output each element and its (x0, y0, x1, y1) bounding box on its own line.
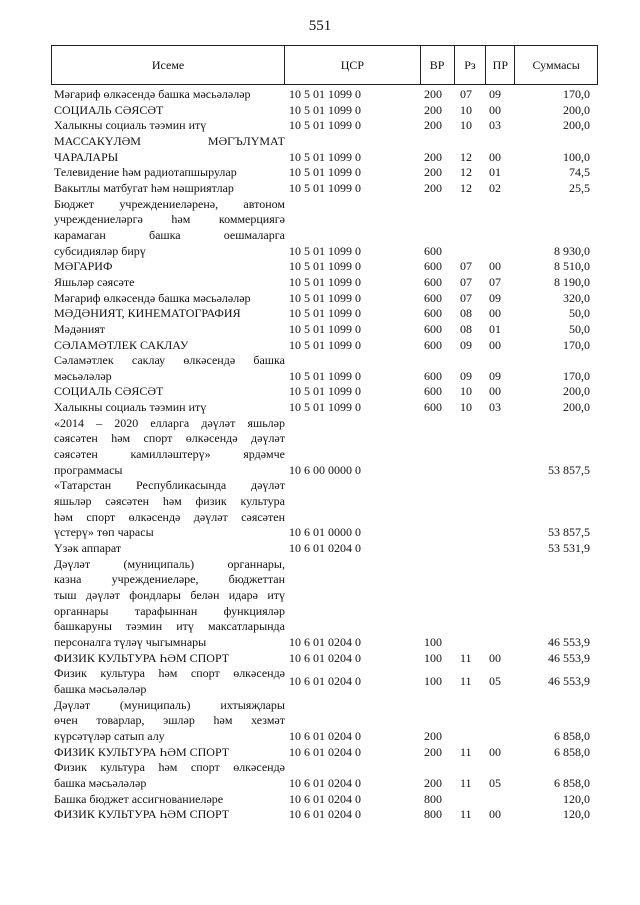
row-sum: 53 531,9 (548, 541, 590, 556)
row-name-line: учреждениеләргә һәм коммерциягә (54, 212, 285, 227)
row-pr: 05 (489, 775, 501, 790)
row-name (51, 338, 285, 354)
row-name (51, 275, 285, 291)
row-csr: 10 6 01 0204 0 (289, 728, 361, 743)
row-name-line: башкаруны тәэмин итү максатларында (54, 619, 285, 634)
table-row (51, 291, 598, 307)
row-rz: 11 (460, 744, 472, 759)
row-vr: 600 (424, 400, 442, 415)
row-name-line: Мәгариф өлкәсендә башка мәсьәләләр (54, 87, 251, 101)
row-sum: 200,0 (563, 118, 590, 133)
row-vr (421, 463, 455, 479)
header-rz: Рз (455, 46, 487, 84)
row-pr (487, 792, 516, 808)
row-rz (455, 792, 487, 808)
row-vr: 800 (424, 791, 442, 806)
row-name-line: һәм спорт өлкәсендә дәүләт сәясәтен (54, 509, 285, 524)
table-row (51, 792, 598, 808)
row-name (51, 807, 285, 823)
row-name (51, 118, 285, 134)
table-row (51, 416, 598, 479)
row-sum: 50,0 (569, 306, 590, 321)
row-pr: 01 (489, 321, 501, 336)
row-sum: 46 553,9 (548, 650, 590, 665)
row-name-line: Физик культура һәм спорт өлкәсендә (54, 666, 285, 681)
row-name-line: казна учреждениеләре, бюджеттан (54, 572, 285, 587)
table-row (51, 275, 598, 291)
header-vr: ВР (421, 46, 455, 84)
row-name-line: персоналга түләү чыгымнары (54, 634, 207, 649)
row-rz: 07 (460, 274, 472, 289)
row-pr (487, 541, 516, 557)
row-csr: 10 6 01 0204 0 (289, 807, 361, 822)
row-rz: 11 (460, 674, 472, 689)
row-rz: 11 (460, 775, 472, 790)
row-name (51, 291, 285, 307)
row-sum: 6 858,0 (554, 744, 590, 759)
row-vr (421, 541, 455, 557)
table-row (51, 807, 598, 823)
row-csr: 10 5 01 1099 0 (289, 337, 361, 352)
row-csr: 10 5 01 1099 0 (289, 87, 361, 101)
row-name-line: башка мәсьәләләр (54, 775, 147, 790)
table-row (51, 666, 598, 697)
row-vr: 200 (424, 102, 442, 117)
row-rz (455, 463, 487, 479)
row-csr: 10 6 00 0000 0 (289, 462, 361, 477)
row-name-line: ЧАРАЛАРЫ (54, 149, 119, 164)
row-csr: 10 5 01 1099 0 (289, 400, 361, 415)
row-name-line: үстерү» төп чарасы (54, 525, 154, 540)
row-pr: 00 (489, 384, 501, 399)
row-rz: 12 (460, 149, 472, 164)
row-pr: 03 (489, 118, 501, 133)
table-row (51, 760, 598, 791)
table-row (51, 745, 598, 761)
row-name (51, 698, 285, 745)
row-name-line: субсидияләр бирү (54, 243, 146, 258)
row-pr: 00 (489, 337, 501, 352)
row-pr: 09 (489, 87, 501, 101)
row-name-line: Сәламәтлек саклау өлкәсендә башка (54, 353, 285, 368)
row-csr: 10 5 01 1099 0 (289, 165, 361, 180)
row-csr: 10 5 01 1099 0 (289, 384, 361, 399)
row-pr (487, 729, 516, 745)
row-name-line: Башка бюджет ассигнованиеләре (54, 791, 224, 806)
row-name-line: МӘДӘНИЯТ, КИНЕМАТОГРАФИЯ (54, 306, 241, 321)
row-name (51, 165, 285, 181)
row-csr: 10 6 01 0204 0 (289, 674, 361, 689)
row-csr: 10 5 01 1099 0 (289, 290, 361, 305)
table-row (51, 557, 598, 651)
row-rz: 11 (460, 650, 472, 665)
row-name-line: яшьләр сәясәтен һәм физик культура (54, 494, 285, 509)
row-name-line: Бюджет учреждениеләренә, автоном (54, 196, 285, 211)
row-sum: 200,0 (563, 400, 590, 415)
table-row (51, 87, 598, 103)
row-sum: 8 510,0 (554, 259, 590, 274)
row-vr: 600 (424, 274, 442, 289)
row-sum: 120,0 (563, 807, 590, 822)
row-pr (487, 635, 516, 651)
row-csr: 10 6 01 0204 0 (289, 634, 361, 649)
row-name-line: Вакытлы матбугат һәм нәшриятлар (54, 180, 234, 195)
row-name (51, 666, 285, 697)
row-pr: 05 (489, 674, 501, 689)
row-name (51, 416, 285, 479)
row-name-line: СӘЛАМӘТЛЕК САКЛАУ (54, 337, 189, 352)
row-name-line: тыш дәүләт фондлары белән идарә итү (54, 588, 285, 602)
row-csr: 10 6 01 0204 0 (289, 791, 361, 806)
row-rz: 10 (460, 102, 472, 117)
row-name (51, 134, 285, 165)
row-csr: 10 5 01 1099 0 (289, 149, 361, 164)
header-name: Исеме (52, 46, 285, 84)
row-rz (455, 244, 487, 260)
row-vr: 600 (424, 290, 442, 305)
row-name (51, 103, 285, 119)
row-name-line: ФИЗИК КУЛЬТУРА ҺӘМ СПОРТ (54, 807, 230, 822)
row-rz: 12 (460, 165, 472, 180)
row-vr: 200 (424, 87, 442, 101)
row-name (51, 353, 285, 384)
row-csr: 10 6 01 0204 0 (289, 650, 361, 665)
row-name-line: карамаган башка оешмаларга (54, 227, 285, 242)
table-row (51, 541, 598, 557)
row-pr: 00 (489, 650, 501, 665)
row-sum: 6 858,0 (554, 775, 590, 790)
row-vr: 800 (424, 807, 442, 822)
table-row (51, 134, 598, 165)
row-name-line: МӘГАРИФ (54, 259, 113, 274)
row-sum: 100,0 (563, 149, 590, 164)
row-rz: 07 (460, 87, 472, 101)
row-pr: 00 (489, 744, 501, 759)
row-rz (455, 541, 487, 557)
row-pr: 02 (489, 180, 501, 195)
row-name (51, 306, 285, 322)
row-csr: 10 5 01 1099 0 (289, 274, 361, 289)
row-name-line: Халыкны социаль тәэмин итү (54, 118, 207, 133)
row-sum: 170,0 (563, 87, 590, 101)
row-rz: 10 (460, 384, 472, 399)
row-csr: 10 5 01 1099 0 (289, 321, 361, 336)
row-name-line: «2014 – 2020 елларга дәүләт яшьләр (54, 415, 285, 430)
row-name-line: Физик культура һәм спорт өлкәсендә (54, 760, 285, 775)
row-vr: 600 (424, 259, 442, 274)
row-sum: 8 190,0 (554, 274, 590, 289)
table-row (51, 384, 598, 400)
row-pr: 00 (489, 306, 501, 321)
row-name-line: өчен товарлар, эшләр һәм хезмәт (54, 713, 285, 728)
row-vr: 200 (424, 728, 442, 743)
row-pr: 00 (489, 259, 501, 274)
table-row (51, 118, 598, 134)
row-csr: 10 5 01 1099 0 (289, 102, 361, 117)
row-vr: 100 (424, 674, 442, 689)
row-vr: 100 (424, 650, 442, 665)
row-name-line: СОЦИАЛЬ СӘЯСӘТ (54, 102, 164, 117)
table-row (51, 103, 598, 119)
table-row (51, 181, 598, 197)
row-sum: 53 857,5 (548, 525, 590, 540)
row-rz: 09 (460, 368, 472, 383)
row-name-line: Дәүләт (муниципаль) органнары, (54, 556, 285, 571)
row-sum: 74,5 (569, 165, 590, 180)
row-rz: 08 (460, 306, 472, 321)
row-name-line: СОЦИАЛЬ СӘЯСӘТ (54, 384, 164, 399)
row-sum: 6 858,0 (554, 728, 590, 743)
row-csr: 10 5 01 1099 0 (289, 180, 361, 195)
budget-table (51, 45, 598, 823)
table-row (51, 165, 598, 181)
row-csr: 10 6 01 0204 0 (289, 775, 361, 790)
row-name (51, 384, 285, 400)
row-sum: 46 553,9 (548, 674, 590, 689)
row-rz: 09 (460, 337, 472, 352)
table-body (51, 87, 598, 823)
row-name-line: Халыкны социаль тәэмин итү (54, 400, 207, 415)
row-csr: 10 5 01 1099 0 (289, 118, 361, 133)
row-vr: 200 (424, 149, 442, 164)
table-row (51, 651, 598, 667)
row-vr: 200 (424, 775, 442, 790)
row-vr: 600 (424, 337, 442, 352)
row-name (51, 87, 285, 103)
row-name-line: күрсәтүләр сатып алу (54, 728, 165, 743)
row-rz: 10 (460, 118, 472, 133)
row-rz: 10 (460, 400, 472, 415)
row-pr: 09 (489, 290, 501, 305)
table-row (51, 353, 598, 384)
row-name (51, 181, 285, 197)
row-pr: 00 (489, 807, 501, 822)
row-sum: 120,0 (563, 791, 590, 806)
row-sum: 50,0 (569, 321, 590, 336)
row-vr: 200 (424, 165, 442, 180)
row-rz (455, 635, 487, 651)
table-row (51, 698, 598, 745)
row-name (51, 478, 285, 541)
row-name-line: сәясәтен камилләштерү» ярдәмче (54, 447, 285, 462)
row-name-line: сәясәтен һәм спорт өлкәсендә дәүләт (54, 431, 285, 446)
table-row (51, 306, 598, 322)
table-header (51, 45, 598, 85)
table-row (51, 400, 598, 416)
row-sum: 320,0 (563, 290, 590, 305)
row-csr: 10 6 01 0204 0 (289, 541, 361, 556)
row-name (51, 259, 285, 275)
row-vr: 100 (424, 634, 442, 649)
row-name-line: Үзәк аппарат (54, 541, 122, 556)
row-pr (487, 525, 516, 541)
row-sum: 25,5 (569, 180, 590, 195)
row-csr: 10 5 01 1099 0 (289, 306, 361, 321)
row-sum: 8 930,0 (554, 243, 590, 258)
row-name (51, 322, 285, 338)
row-name (51, 760, 285, 791)
row-name-line: Телевидение һәм радиотапшырулар (54, 165, 237, 180)
row-sum: 46 553,9 (548, 634, 590, 649)
row-vr: 600 (424, 384, 442, 399)
row-csr: 10 5 01 1099 0 (289, 243, 361, 258)
row-name-line: башка мәсьәләләр (54, 681, 147, 696)
row-csr: 10 5 01 1099 0 (289, 368, 361, 383)
row-pr: 09 (489, 368, 501, 383)
table-row (51, 338, 598, 354)
row-name-line: Мәгариф өлкәсендә башка мәсьәләләр (54, 290, 251, 305)
row-name-line: ФИЗИК КУЛЬТУРА ҺӘМ СПОРТ (54, 650, 230, 665)
table-row (51, 197, 598, 260)
table-row (51, 478, 598, 541)
row-name-line: МАССАКҮЛӘМ МӘГЪЛҮМАТ (54, 133, 285, 148)
row-sum: 200,0 (563, 384, 590, 399)
header-csr: ЦСР (285, 46, 421, 84)
row-rz: 11 (460, 807, 472, 822)
row-name (51, 197, 285, 260)
row-rz: 08 (460, 321, 472, 336)
row-sum: 170,0 (563, 368, 590, 383)
row-pr: 03 (489, 400, 501, 415)
row-name-line: Мәдәният (54, 321, 106, 336)
row-rz: 07 (460, 259, 472, 274)
row-rz: 07 (460, 290, 472, 305)
row-vr (421, 525, 455, 541)
row-name-line: ФИЗИК КУЛЬТУРА ҺӘМ СПОРТ (54, 744, 230, 759)
row-name-line: органнары тарафыннан функцияләр (54, 603, 285, 618)
row-sum: 53 857,5 (548, 462, 590, 477)
row-name-line: Дәүләт (муниципаль) ихтыяҗлары (54, 697, 285, 712)
row-vr: 200 (424, 744, 442, 759)
row-vr: 200 (424, 180, 442, 195)
row-name (51, 541, 285, 557)
row-vr: 200 (424, 118, 442, 133)
row-name-line: мәсьәләләр (54, 368, 112, 383)
row-name-line: Яшьләр сәясәте (54, 274, 135, 289)
row-vr: 600 (424, 368, 442, 383)
row-csr: 10 5 01 1099 0 (289, 259, 361, 274)
table-row (51, 322, 598, 338)
row-vr: 600 (424, 243, 442, 258)
row-pr: 07 (489, 274, 501, 289)
row-rz (455, 729, 487, 745)
row-csr: 10 6 01 0000 0 (289, 525, 361, 540)
row-name (51, 745, 285, 761)
row-pr: 00 (489, 149, 501, 164)
row-sum: 200,0 (563, 102, 590, 117)
row-vr: 600 (424, 321, 442, 336)
row-name-line: программасы (54, 462, 123, 477)
header-pr: ПР (486, 46, 515, 84)
row-pr (487, 244, 516, 260)
row-sum: 170,0 (563, 337, 590, 352)
row-name (51, 400, 285, 416)
page-number: 551 (308, 18, 332, 34)
table-row (51, 259, 598, 275)
header-sum: Суммасы (532, 57, 580, 72)
row-name (51, 557, 285, 651)
row-name (51, 651, 285, 667)
row-name (51, 792, 285, 808)
row-pr (487, 463, 516, 479)
row-csr: 10 6 01 0204 0 (289, 744, 361, 759)
row-name-line: «Татарстан Республикасында дәүләт (54, 478, 285, 493)
row-pr: 01 (489, 165, 501, 180)
row-rz: 12 (460, 180, 472, 195)
row-pr: 00 (489, 102, 501, 117)
row-rz (455, 525, 487, 541)
row-vr: 600 (424, 306, 442, 321)
